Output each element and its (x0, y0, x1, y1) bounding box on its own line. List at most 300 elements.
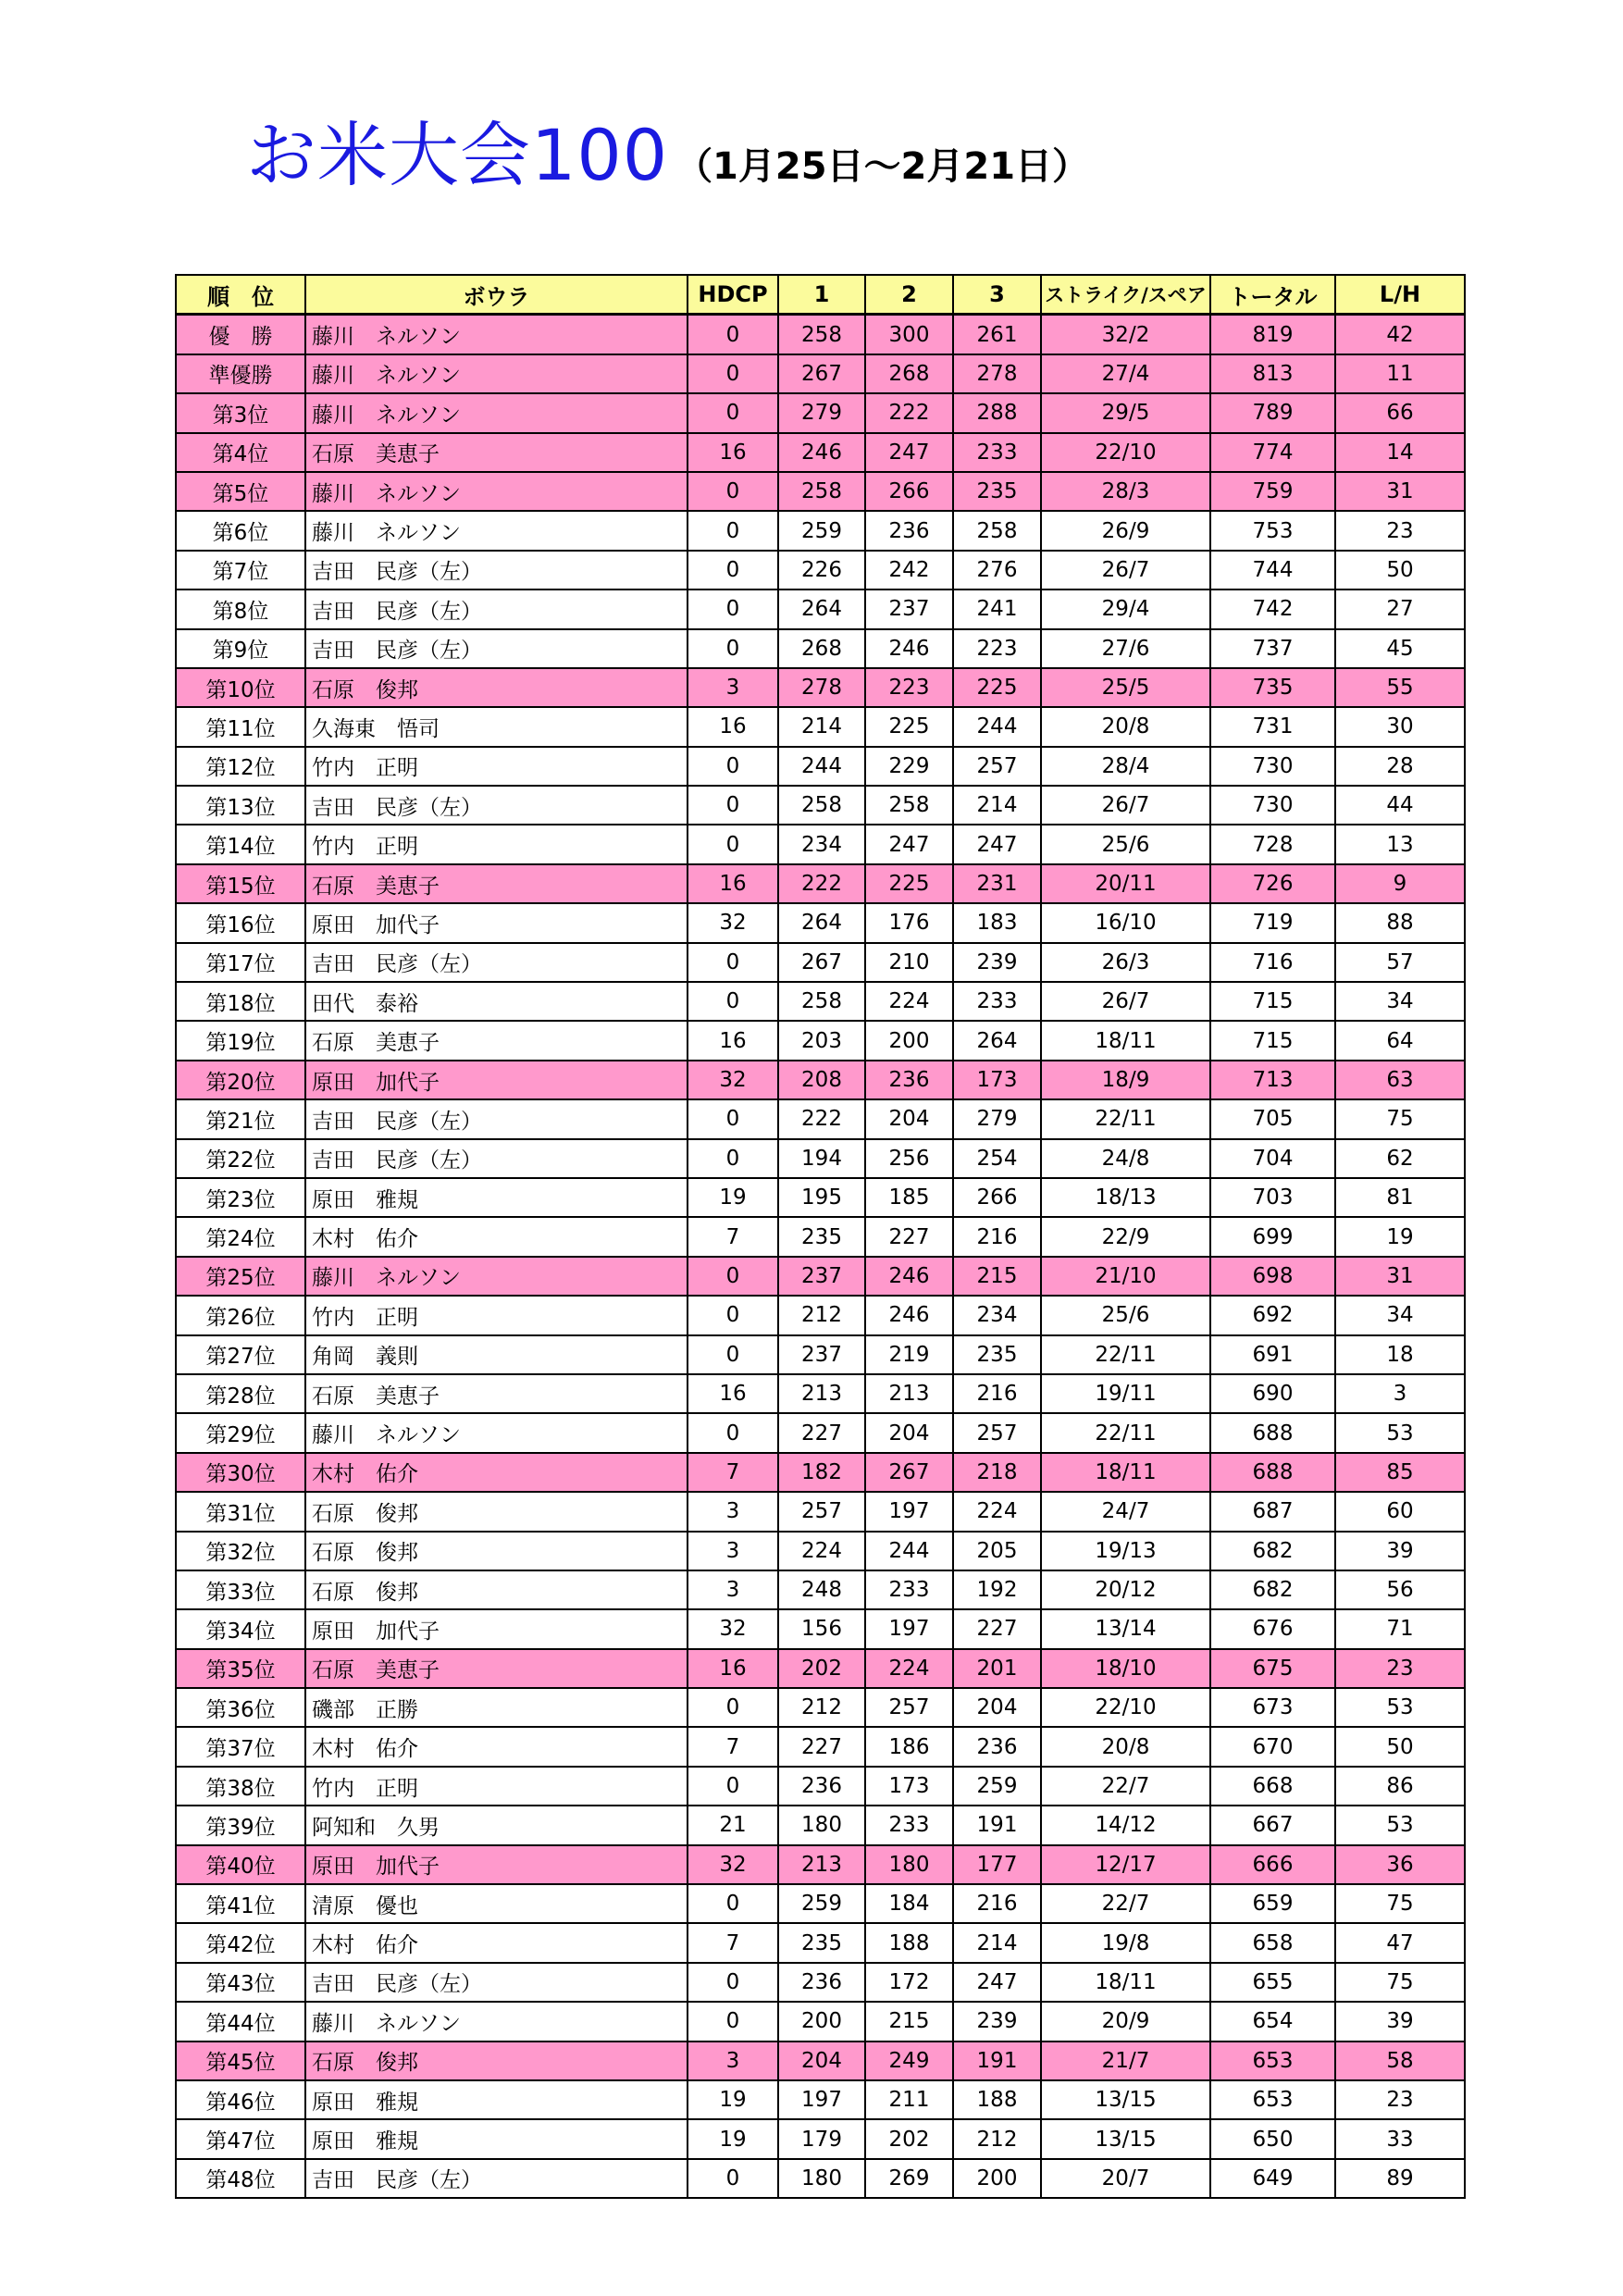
cell-game-2: 246 (865, 1296, 953, 1334)
cell-game-2: 247 (865, 825, 953, 863)
cell-rank: 第16位 (176, 903, 305, 942)
cell-lh: 45 (1335, 629, 1465, 668)
cell-lh: 89 (1335, 2159, 1465, 2198)
cell-lh: 30 (1335, 707, 1465, 746)
cell-game-3: 177 (953, 1845, 1041, 1884)
cell-strike-spare: 13/15 (1041, 2080, 1210, 2119)
table-row (176, 590, 1465, 628)
cell-game-3: 234 (953, 1296, 1041, 1334)
cell-total: 653 (1210, 2042, 1335, 2080)
cell-game-1: 203 (778, 1021, 865, 1060)
cell-rank: 第10位 (176, 668, 305, 707)
cell-strike-spare: 20/8 (1041, 707, 1210, 746)
cell-game-1: 268 (778, 629, 865, 668)
cell-total: 774 (1210, 433, 1335, 472)
cell-game-1: 257 (778, 1492, 865, 1531)
cell-strike-spare: 19/11 (1041, 1374, 1210, 1413)
cell-game-3: 227 (953, 1609, 1041, 1648)
cell-strike-spare: 32/2 (1041, 315, 1210, 354)
cell-bowler: 吉田 民彦（左） (305, 1963, 688, 2002)
cell-bowler: 吉田 民彦（左） (305, 551, 688, 590)
cell-lh: 50 (1335, 1727, 1465, 1766)
cell-game-1: 258 (778, 315, 865, 354)
cell-game-2: 185 (865, 1178, 953, 1217)
cell-hdcp: 3 (688, 1532, 778, 1570)
cell-lh: 55 (1335, 668, 1465, 707)
cell-hdcp: 0 (688, 1688, 778, 1727)
cell-game-1: 180 (778, 1806, 865, 1844)
cell-hdcp: 0 (688, 472, 778, 511)
cell-game-3: 216 (953, 1374, 1041, 1413)
table-row (176, 982, 1465, 1021)
cell-hdcp: 0 (688, 943, 778, 982)
cell-lh: 18 (1335, 1335, 1465, 1374)
header-game-2: 2 (865, 275, 953, 315)
cell-bowler: 木村 佑介 (305, 1727, 688, 1766)
cell-game-2: 204 (865, 1413, 953, 1452)
cell-game-1: 234 (778, 825, 865, 863)
cell-rank: 第42位 (176, 1923, 305, 1962)
cell-total: 658 (1210, 1923, 1335, 1962)
cell-total: 649 (1210, 2159, 1335, 2198)
cell-bowler: 竹内 正明 (305, 825, 688, 863)
table-row (176, 629, 1465, 668)
cell-strike-spare: 21/7 (1041, 2042, 1210, 2080)
cell-lh: 3 (1335, 1374, 1465, 1413)
cell-game-1: 235 (778, 1923, 865, 1962)
cell-game-3: 191 (953, 1806, 1041, 1844)
cell-strike-spare: 29/5 (1041, 393, 1210, 432)
cell-bowler: 石原 美恵子 (305, 433, 688, 472)
cell-lh: 60 (1335, 1492, 1465, 1531)
cell-hdcp: 0 (688, 825, 778, 863)
cell-strike-spare: 26/9 (1041, 511, 1210, 550)
cell-rank: 第20位 (176, 1061, 305, 1099)
cell-strike-spare: 22/7 (1041, 1767, 1210, 1806)
cell-game-2: 242 (865, 551, 953, 590)
cell-game-1: 259 (778, 1884, 865, 1923)
cell-total: 753 (1210, 511, 1335, 550)
cell-bowler: 藤川 ネルソン (305, 1257, 688, 1296)
cell-rank: 第36位 (176, 1688, 305, 1727)
cell-hdcp: 0 (688, 511, 778, 550)
cell-bowler: 阿知和 久男 (305, 1806, 688, 1844)
cell-rank: 第14位 (176, 825, 305, 863)
cell-total: 730 (1210, 786, 1335, 825)
table-row (176, 1609, 1465, 1648)
cell-game-3: 239 (953, 943, 1041, 982)
table-row (176, 1492, 1465, 1531)
cell-rank: 第4位 (176, 433, 305, 472)
cell-game-2: 222 (865, 393, 953, 432)
cell-hdcp: 0 (688, 1963, 778, 2002)
cell-game-2: 202 (865, 2119, 953, 2158)
cell-hdcp: 3 (688, 668, 778, 707)
cell-strike-spare: 18/10 (1041, 1649, 1210, 1688)
cell-game-3: 201 (953, 1649, 1041, 1688)
cell-game-3: 235 (953, 1335, 1041, 1374)
cell-lh: 53 (1335, 1413, 1465, 1452)
cell-hdcp: 0 (688, 1335, 778, 1374)
cell-strike-spare: 26/7 (1041, 982, 1210, 1021)
cell-strike-spare: 25/6 (1041, 825, 1210, 863)
cell-game-3: 231 (953, 864, 1041, 903)
cell-bowler: 竹内 正明 (305, 747, 688, 786)
cell-game-2: 197 (865, 1492, 953, 1531)
header-lh: L/H (1335, 275, 1465, 315)
table-row (176, 1806, 1465, 1844)
cell-game-1: 258 (778, 786, 865, 825)
cell-lh: 28 (1335, 747, 1465, 786)
title-main: お米大会100 (246, 114, 669, 196)
cell-game-2: 268 (865, 354, 953, 393)
cell-hdcp: 0 (688, 551, 778, 590)
cell-game-3: 236 (953, 1727, 1041, 1766)
table-row (176, 354, 1465, 393)
cell-rank: 第33位 (176, 1570, 305, 1609)
cell-game-2: 224 (865, 1649, 953, 1688)
cell-game-1: 248 (778, 1570, 865, 1609)
cell-game-3: 247 (953, 825, 1041, 863)
cell-hdcp: 19 (688, 1178, 778, 1217)
cell-total: 682 (1210, 1570, 1335, 1609)
cell-game-2: 188 (865, 1923, 953, 1962)
table-row (176, 2042, 1465, 2080)
cell-hdcp: 16 (688, 1649, 778, 1688)
cell-lh: 56 (1335, 1570, 1465, 1609)
cell-bowler: 石原 美恵子 (305, 1021, 688, 1060)
cell-bowler: 石原 俊邦 (305, 668, 688, 707)
cell-game-2: 249 (865, 2042, 953, 2080)
cell-bowler: 原田 雅規 (305, 1178, 688, 1217)
table-row (176, 1413, 1465, 1452)
cell-strike-spare: 28/3 (1041, 472, 1210, 511)
cell-total: 673 (1210, 1688, 1335, 1727)
cell-game-2: 211 (865, 2080, 953, 2119)
cell-game-3: 216 (953, 1884, 1041, 1923)
cell-game-3: 241 (953, 590, 1041, 628)
cell-game-2: 246 (865, 629, 953, 668)
cell-lh: 13 (1335, 825, 1465, 863)
cell-bowler: 石原 美恵子 (305, 1649, 688, 1688)
table-row (176, 1532, 1465, 1570)
table-row (176, 1727, 1465, 1766)
cell-hdcp: 16 (688, 707, 778, 746)
cell-lh: 34 (1335, 982, 1465, 1021)
table-row (176, 472, 1465, 511)
cell-lh: 33 (1335, 2119, 1465, 2158)
table-row (176, 511, 1465, 550)
cell-game-3: 173 (953, 1061, 1041, 1099)
table-row (176, 433, 1465, 472)
table-row (176, 1923, 1465, 1962)
cell-rank: 第43位 (176, 1963, 305, 2002)
cell-hdcp: 19 (688, 2119, 778, 2158)
cell-game-2: 184 (865, 1884, 953, 1923)
cell-strike-spare: 18/11 (1041, 1021, 1210, 1060)
cell-game-3: 225 (953, 668, 1041, 707)
cell-game-3: 218 (953, 1453, 1041, 1492)
cell-game-3: 279 (953, 1099, 1041, 1138)
cell-bowler: 原田 加代子 (305, 1845, 688, 1884)
table-row (176, 2119, 1465, 2158)
table-row (176, 747, 1465, 786)
cell-total: 704 (1210, 1139, 1335, 1178)
cell-bowler: 藤川 ネルソン (305, 393, 688, 432)
cell-game-1: 236 (778, 1767, 865, 1806)
cell-rank: 第37位 (176, 1727, 305, 1766)
cell-rank: 第38位 (176, 1767, 305, 1806)
cell-total: 699 (1210, 1217, 1335, 1256)
cell-rank: 第8位 (176, 590, 305, 628)
cell-bowler: 木村 佑介 (305, 1217, 688, 1256)
cell-lh: 9 (1335, 864, 1465, 903)
cell-strike-spare: 18/11 (1041, 1963, 1210, 2002)
cell-total: 713 (1210, 1061, 1335, 1099)
cell-strike-spare: 28/4 (1041, 747, 1210, 786)
cell-total: 676 (1210, 1609, 1335, 1648)
cell-total: 719 (1210, 903, 1335, 942)
cell-hdcp: 0 (688, 1413, 778, 1452)
cell-game-2: 173 (865, 1767, 953, 1806)
cell-total: 690 (1210, 1374, 1335, 1413)
cell-lh: 64 (1335, 1021, 1465, 1060)
cell-bowler: 吉田 民彦（左） (305, 786, 688, 825)
cell-strike-spare: 19/8 (1041, 1923, 1210, 1962)
cell-hdcp: 16 (688, 1021, 778, 1060)
cell-game-2: 180 (865, 1845, 953, 1884)
cell-strike-spare: 22/11 (1041, 1099, 1210, 1138)
cell-rank: 第45位 (176, 2042, 305, 2080)
cell-game-1: 258 (778, 472, 865, 511)
cell-game-1: 212 (778, 1296, 865, 1334)
cell-bowler: 原田 加代子 (305, 1609, 688, 1648)
cell-game-2: 219 (865, 1335, 953, 1374)
cell-hdcp: 0 (688, 315, 778, 354)
table-row (176, 1374, 1465, 1413)
cell-strike-spare: 22/11 (1041, 1413, 1210, 1452)
cell-total: 667 (1210, 1806, 1335, 1844)
cell-game-2: 247 (865, 433, 953, 472)
cell-game-1: 267 (778, 943, 865, 982)
cell-total: 737 (1210, 629, 1335, 668)
cell-bowler: 吉田 民彦（左） (305, 2159, 688, 2198)
cell-game-1: 213 (778, 1374, 865, 1413)
cell-rank: 第13位 (176, 786, 305, 825)
cell-bowler: 藤川 ネルソン (305, 1413, 688, 1452)
cell-lh: 47 (1335, 1923, 1465, 1962)
cell-lh: 63 (1335, 1061, 1465, 1099)
cell-game-2: 204 (865, 1099, 953, 1138)
cell-bowler: 石原 俊邦 (305, 1492, 688, 1531)
cell-hdcp: 7 (688, 1217, 778, 1256)
cell-lh: 23 (1335, 2080, 1465, 2119)
cell-game-3: 212 (953, 2119, 1041, 2158)
cell-game-1: 222 (778, 1099, 865, 1138)
cell-hdcp: 16 (688, 864, 778, 903)
cell-hdcp: 16 (688, 1374, 778, 1413)
cell-lh: 31 (1335, 1257, 1465, 1296)
cell-game-1: 208 (778, 1061, 865, 1099)
cell-bowler: 吉田 民彦（左） (305, 1099, 688, 1138)
cell-rank: 優 勝 (176, 315, 305, 354)
cell-rank: 第11位 (176, 707, 305, 746)
cell-game-2: 225 (865, 864, 953, 903)
cell-total: 659 (1210, 1884, 1335, 1923)
cell-rank: 第17位 (176, 943, 305, 982)
cell-strike-spare: 20/12 (1041, 1570, 1210, 1609)
cell-total: 692 (1210, 1296, 1335, 1334)
cell-game-1: 236 (778, 1963, 865, 2002)
cell-hdcp: 16 (688, 433, 778, 472)
cell-total: 789 (1210, 393, 1335, 432)
cell-hdcp: 0 (688, 1099, 778, 1138)
cell-game-2: 213 (865, 1374, 953, 1413)
cell-bowler: 竹内 正明 (305, 1767, 688, 1806)
cell-total: 742 (1210, 590, 1335, 628)
cell-lh: 75 (1335, 1884, 1465, 1923)
cell-game-1: 278 (778, 668, 865, 707)
cell-game-1: 264 (778, 590, 865, 628)
cell-hdcp: 0 (688, 629, 778, 668)
cell-rank: 第44位 (176, 2002, 305, 2041)
cell-game-3: 233 (953, 982, 1041, 1021)
cell-rank: 第22位 (176, 1139, 305, 1178)
cell-game-1: 226 (778, 551, 865, 590)
cell-game-3: 257 (953, 747, 1041, 786)
cell-strike-spare: 18/11 (1041, 1453, 1210, 1492)
cell-hdcp: 0 (688, 1139, 778, 1178)
cell-bowler: 石原 俊邦 (305, 1532, 688, 1570)
cell-lh: 11 (1335, 354, 1465, 393)
cell-rank: 第5位 (176, 472, 305, 511)
table-row (176, 315, 1465, 354)
cell-game-2: 224 (865, 982, 953, 1021)
cell-rank: 第34位 (176, 1609, 305, 1648)
cell-rank: 第15位 (176, 864, 305, 903)
cell-game-1: 227 (778, 1727, 865, 1766)
cell-strike-spare: 13/14 (1041, 1609, 1210, 1648)
cell-total: 703 (1210, 1178, 1335, 1217)
cell-rank: 第31位 (176, 1492, 305, 1531)
cell-game-2: 257 (865, 1688, 953, 1727)
cell-hdcp: 0 (688, 1767, 778, 1806)
table-row (176, 2080, 1465, 2119)
cell-game-2: 210 (865, 943, 953, 982)
cell-lh: 88 (1335, 903, 1465, 942)
cell-game-3: 288 (953, 393, 1041, 432)
header-rank: 順 位 (176, 275, 305, 315)
cell-rank: 第7位 (176, 551, 305, 590)
cell-bowler: 木村 佑介 (305, 1923, 688, 1962)
cell-game-3: 224 (953, 1492, 1041, 1531)
cell-game-1: 202 (778, 1649, 865, 1688)
table-row (176, 668, 1465, 707)
cell-lh: 81 (1335, 1178, 1465, 1217)
cell-game-3: 239 (953, 2002, 1041, 2041)
cell-game-3: 264 (953, 1021, 1041, 1060)
cell-bowler: 磯部 正勝 (305, 1688, 688, 1727)
cell-total: 670 (1210, 1727, 1335, 1766)
cell-total: 698 (1210, 1257, 1335, 1296)
cell-game-1: 179 (778, 2119, 865, 2158)
cell-game-3: 192 (953, 1570, 1041, 1609)
cell-strike-spare: 27/4 (1041, 354, 1210, 393)
cell-rank: 第23位 (176, 1178, 305, 1217)
cell-total: 655 (1210, 1963, 1335, 2002)
cell-game-2: 225 (865, 707, 953, 746)
cell-hdcp: 7 (688, 1727, 778, 1766)
table-row (176, 707, 1465, 746)
cell-strike-spare: 29/4 (1041, 590, 1210, 628)
cell-bowler: 清原 優也 (305, 1884, 688, 1923)
cell-rank: 第6位 (176, 511, 305, 550)
cell-game-3: 244 (953, 707, 1041, 746)
cell-lh: 14 (1335, 433, 1465, 472)
cell-game-2: 236 (865, 1061, 953, 1099)
cell-strike-spare: 20/9 (1041, 2002, 1210, 2041)
cell-game-2: 246 (865, 1257, 953, 1296)
table-row (176, 1884, 1465, 1923)
cell-game-1: 224 (778, 1532, 865, 1570)
cell-game-1: 182 (778, 1453, 865, 1492)
cell-strike-spare: 22/7 (1041, 1884, 1210, 1923)
cell-game-3: 214 (953, 786, 1041, 825)
cell-game-3: 200 (953, 2159, 1041, 2198)
cell-bowler: 原田 雅規 (305, 2080, 688, 2119)
cell-game-3: 215 (953, 1257, 1041, 1296)
cell-rank: 第28位 (176, 1374, 305, 1413)
cell-game-1: 213 (778, 1845, 865, 1884)
cell-game-2: 233 (865, 1806, 953, 1844)
cell-game-2: 172 (865, 1963, 953, 2002)
cell-lh: 39 (1335, 1532, 1465, 1570)
cell-bowler: 藤川 ネルソン (305, 472, 688, 511)
cell-game-1: 264 (778, 903, 865, 942)
cell-strike-spare: 16/10 (1041, 903, 1210, 942)
cell-game-1: 246 (778, 433, 865, 472)
cell-game-1: 156 (778, 1609, 865, 1648)
cell-game-2: 236 (865, 511, 953, 550)
cell-lh: 75 (1335, 1963, 1465, 2002)
cell-strike-spare: 26/7 (1041, 786, 1210, 825)
cell-game-3: 278 (953, 354, 1041, 393)
cell-bowler: 藤川 ネルソン (305, 511, 688, 550)
cell-total: 666 (1210, 1845, 1335, 1884)
cell-hdcp: 0 (688, 982, 778, 1021)
table-row (176, 864, 1465, 903)
cell-lh: 34 (1335, 1296, 1465, 1334)
cell-total: 705 (1210, 1099, 1335, 1138)
cell-game-3: 216 (953, 1217, 1041, 1256)
cell-bowler: 吉田 民彦（左） (305, 1139, 688, 1178)
cell-game-1: 222 (778, 864, 865, 903)
header-row (176, 275, 1465, 315)
cell-rank: 第24位 (176, 1217, 305, 1256)
cell-strike-spare: 22/10 (1041, 433, 1210, 472)
cell-game-2: 267 (865, 1453, 953, 1492)
table-row (176, 943, 1465, 982)
cell-bowler: 原田 雅規 (305, 2119, 688, 2158)
cell-game-2: 186 (865, 1727, 953, 1766)
cell-game-2: 256 (865, 1139, 953, 1178)
header-strike-spare: ストライク/スペア (1041, 275, 1210, 315)
cell-rank: 第46位 (176, 2080, 305, 2119)
cell-strike-spare: 24/8 (1041, 1139, 1210, 1178)
cell-rank: 第41位 (176, 1884, 305, 1923)
cell-game-3: 258 (953, 511, 1041, 550)
cell-hdcp: 19 (688, 2080, 778, 2119)
